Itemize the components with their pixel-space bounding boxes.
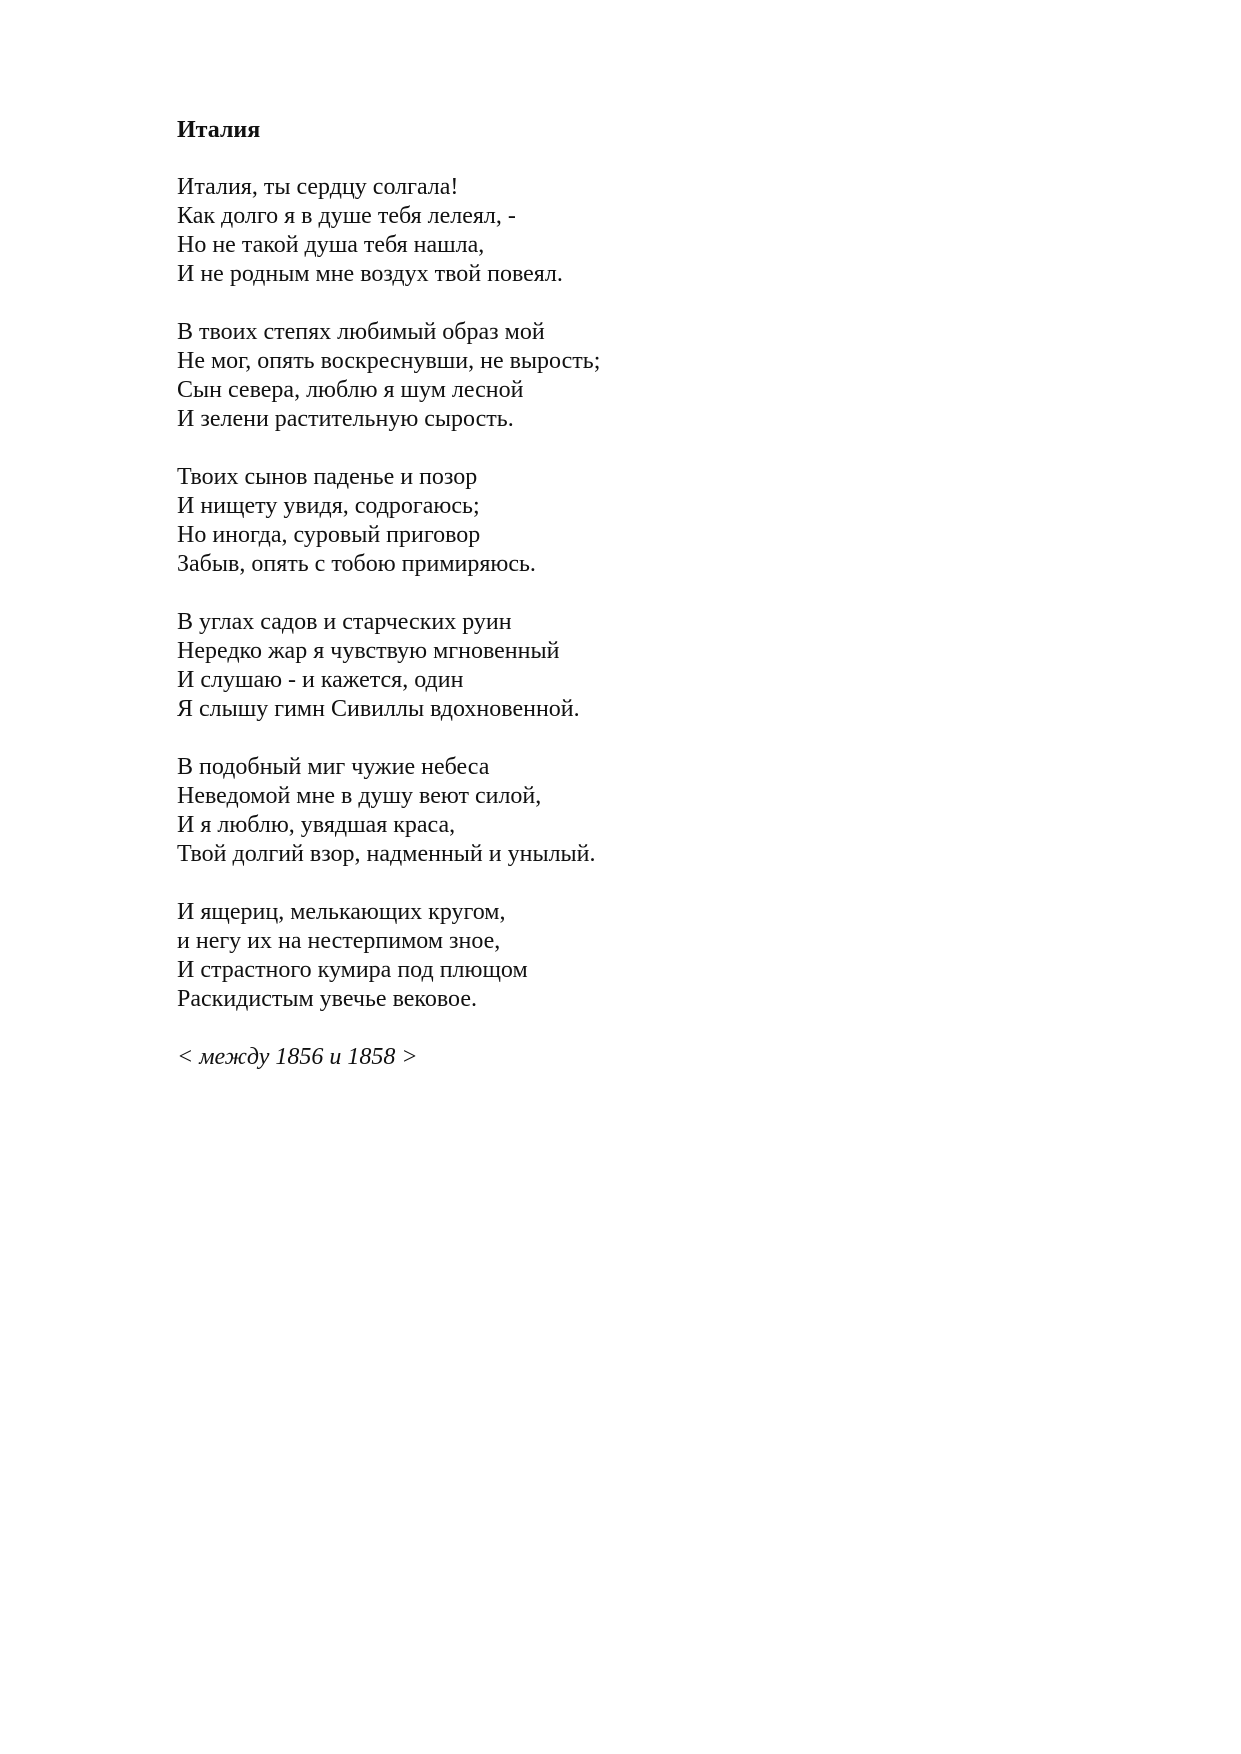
poem-line: Раскидистым увечье вековое. <box>177 986 477 1012</box>
poem-line: В твоих степях любимый образ мой <box>177 319 545 345</box>
poem-line: Твой долгий взор, надменный и унылый. <box>177 841 596 867</box>
stanza-3 <box>177 463 1127 579</box>
poem-line: И нищету увидя, содрогаюсь; <box>177 493 480 519</box>
poem-line: Но не такой душа тебя нашла, <box>177 232 485 258</box>
poem-line: Италия, ты сердцу солгала! <box>177 174 459 200</box>
poem-line: И зелени растительную сырость. <box>177 406 514 432</box>
poem-line: Как долго я в душе тебя лелеял, - <box>177 203 516 229</box>
poem-line: И страстного кумира под плющом <box>177 957 528 983</box>
poem-date: < между 1856 и 1858 > <box>177 1044 418 1070</box>
poem-line: В подобный миг чужие небеса <box>177 754 490 780</box>
stanza-1 <box>177 173 1127 289</box>
poem-line: Не мог, опять воскреснувши, не вырость; <box>177 348 601 374</box>
stanza-2 <box>177 318 1127 434</box>
stanza-6 <box>177 898 1127 1014</box>
poem <box>177 116 1127 1072</box>
poem-line: Сын севера, люблю я шум лесной <box>177 377 524 403</box>
poem-line: И ящериц, мелькающих кругом, <box>177 899 506 925</box>
poem-line: Нередко жар я чувствую мгновенный <box>177 638 560 664</box>
stanza-5 <box>177 753 1127 869</box>
poem-line: Я слышу гимн Сивиллы вдохновенной. <box>177 696 580 722</box>
poem-line: Твоих сынов паденье и позор <box>177 464 478 490</box>
poem-line: И я люблю, увядшая краса, <box>177 812 456 838</box>
poem-line: В углах садов и старческих руин <box>177 609 512 635</box>
stanza-4 <box>177 608 1127 724</box>
poem-line: Неведомой мне в душу веют силой, <box>177 783 542 809</box>
poem-line: И слушаю - и кажется, один <box>177 667 464 693</box>
poem-line: и негу их на нестерпимом зное, <box>177 928 501 954</box>
poem-line: И не родным мне воздух твой повеял. <box>177 261 563 287</box>
poem-title: Италия <box>177 117 261 143</box>
poem-line: Забыв, опять с тобою примиряюсь. <box>177 551 536 577</box>
poem-line: Но иногда, суровый приговор <box>177 522 481 548</box>
